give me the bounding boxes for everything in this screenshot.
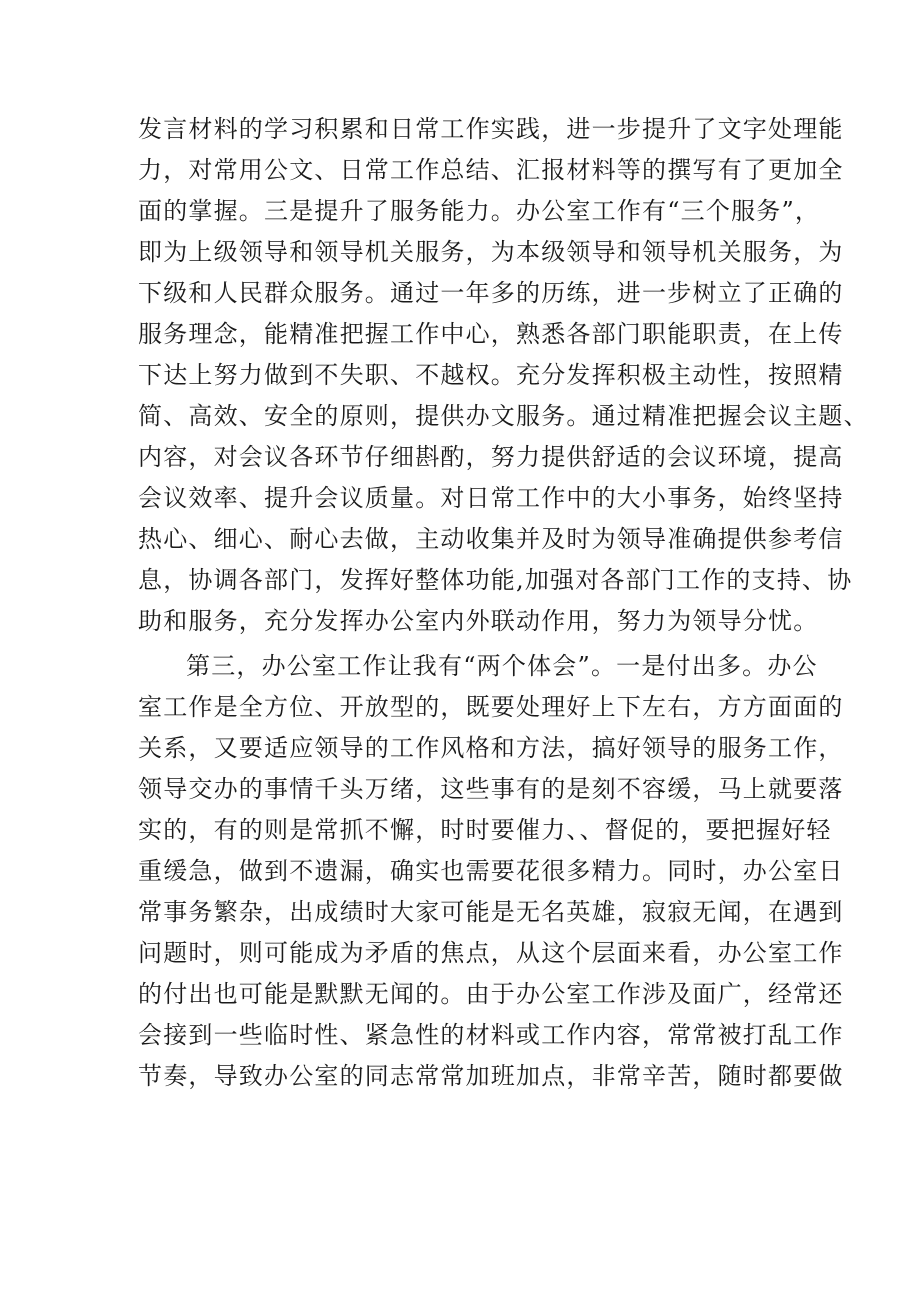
text-line-2: 力，对常用公文、日常工作总结、汇报材料等的撰写有了更加全 (138, 156, 844, 184)
text-line-9: 内容，对会议各环节仔细斟酌，努力提供舒适的会议环境，提高 (138, 443, 844, 471)
text-line-18: 实的，有的则是常抓不懈，时时要催力、、督促的，要把握好轻 (138, 816, 832, 844)
text-line-16: 关系，又要适应领导的工作风格和方法，搞好领导的服务工作， (138, 734, 844, 762)
text-line-5: 下级和人民群众服务。通过一年多的历练，进一步树立了正确的 (138, 279, 844, 307)
paragraph-start-line: 第三，办公室工作让我有“两个体会”。一是付出多。办公 (186, 652, 818, 680)
text-line-10: 会议效率、提升会议质量。对日常工作中的大小事务，始终坚持 (138, 484, 844, 512)
text-line-21: 问题时，则可能成为矛盾的焦点，从这个层面来看，办公室工作 (138, 939, 844, 967)
text-line-17: 领导交办的事情千头万绪，这些事有的是刻不容缓，马上就要落 (138, 775, 844, 803)
text-line-3: 面的掌握。三是提升了服务能力。办公室工作有“三个服务”， (138, 197, 821, 225)
text-line-19: 重缓急，做到不遗漏，确实也需要花很多精力。同时，办公室日 (138, 857, 844, 885)
text-line-1: 发言材料的学习积累和日常工作实践，进一步提升了文字处理能 (138, 115, 844, 143)
text-line-23: 会接到一些临时性、紧急性的材料或工作内容，常常被打乱工作 (138, 1021, 844, 1049)
text-line-20: 常事务繁杂，出成绩时大家可能是无名英雄，寂寂无闻，在遇到 (138, 898, 844, 926)
text-line-7: 下达上努力做到不失职、不越权。充分发挥积极主动性，按照精 (138, 361, 844, 389)
text-line-13: 助和服务，充分发挥办公室内外联动作用，努力为领导分忧。 (138, 607, 819, 635)
text-line-11: 热心、细心、耐心去做，主动收集并及时为领导准确提供参考信 (138, 525, 844, 553)
text-line-4: 即为上级领导和领导机关服务，为本级领导和领导机关服务，为 (138, 238, 844, 266)
text-line-22: 的付出也可能是默默无闻的。由于办公室工作涉及面广，经常还 (138, 980, 844, 1008)
text-line-6: 服务理念，能精准把握工作中心，熟悉各部门职能职责，在上传 (138, 320, 844, 348)
text-line-15: 室工作是全方位、开放型的，既要处理好上下左右，方方面面的 (138, 693, 844, 721)
text-line-8: 简、高效、安全的原则，提供办文服务。通过精准把握会议主题、 (138, 402, 869, 430)
text-line-12: 息，协调各部门，发挥好整体功能,加强对各部门工作的支持、协 (138, 566, 853, 594)
text-line-24: 节奏，导致办公室的同志常常加班加点，非常辛苦，随时都要做 (138, 1062, 844, 1090)
